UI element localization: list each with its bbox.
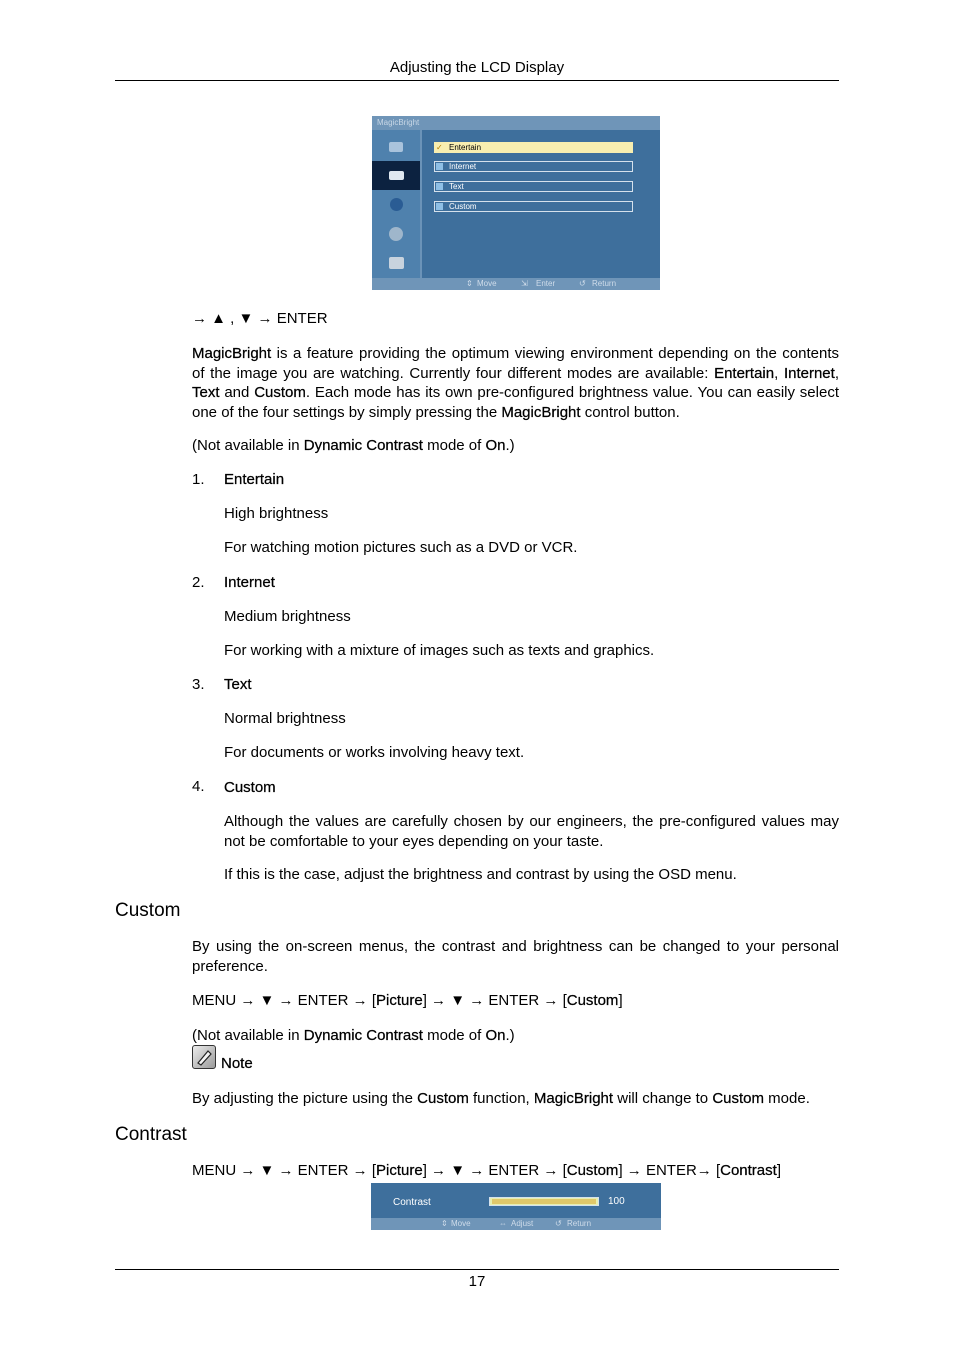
adjust-icon: ⇔ — [499, 1219, 507, 1228]
contrast-level-fill — [492, 1199, 596, 1204]
mode-brightness: Medium brightness — [224, 608, 351, 625]
magicbright-osd — [372, 116, 660, 290]
osd-picture-icon — [372, 161, 420, 190]
footer-return: Return — [567, 1219, 592, 1228]
mode-brightness: High brightness — [224, 505, 329, 522]
mode-name: Internet — [224, 574, 275, 591]
osd-setup-icon — [372, 219, 420, 248]
mode-usage: For working with a mixture of images such as texts and graphics. — [224, 642, 655, 659]
page-number: 17 — [468, 1273, 486, 1290]
osd-title: MagicBright — [372, 116, 660, 130]
osd-info-icon — [372, 248, 420, 277]
contrast-osd — [371, 1183, 661, 1230]
osd-item-entertain: ✓ Entertain — [434, 142, 633, 153]
note-icon — [192, 1045, 216, 1069]
page-header: Adjusting the LCD Display — [389, 59, 565, 76]
bullet-icon — [436, 203, 443, 210]
enter-icon: ⇲ — [521, 279, 528, 288]
mode-usage: If this is the case, adjust the brightness and contrast by using the OSD menu. — [224, 866, 737, 883]
custom-description: By using the on-screen menus, the contrast and brightness can be changed to your personal preference. — [192, 938, 839, 975]
osd-item-text: Text — [434, 181, 633, 192]
osd-footer — [372, 278, 660, 290]
footer-adjust: Adjust — [511, 1219, 534, 1228]
check-icon: ✓ — [436, 143, 443, 152]
section-heading-custom: Custom — [115, 900, 181, 921]
footer-move: Move — [451, 1219, 471, 1228]
move-icon: ⇕ — [441, 1219, 448, 1228]
list-number: 3. — [192, 676, 205, 693]
list-number: 1. — [192, 471, 205, 488]
osd-footer-move: Move — [477, 279, 497, 288]
nav-instruction: → ▲ , ▼ → ENTER — [192, 310, 328, 327]
osd-item-internet: Internet — [434, 161, 633, 172]
bullet-icon — [436, 163, 443, 170]
mode-brightness: Normal brightness — [224, 710, 346, 727]
header-rule — [115, 80, 839, 81]
section-heading-contrast: Contrast — [115, 1124, 187, 1145]
contrast-value: 100 — [608, 1196, 625, 1207]
mode-usage: For documents or works involving heavy text. — [224, 744, 525, 761]
mode-name: Text — [224, 676, 252, 693]
contrast-nav-path: MENU → ▼ → ENTER → [Picture] → ▼ → ENTER → [Custom] → ENTER→ [Contrast] — [192, 1162, 781, 1179]
bullet-icon — [436, 183, 443, 190]
note-text: By adjusting the picture using the Custom function, MagicBright will change to Custom mode. — [192, 1090, 810, 1107]
mode-usage: For watching motion pictures such as a DVD or VCR. — [224, 539, 578, 556]
footer-rule — [115, 1269, 839, 1270]
mode-name: Custom — [224, 779, 276, 796]
osd-footer-return: Return — [592, 279, 617, 288]
osd-sidebar — [372, 130, 420, 278]
osd-divider — [420, 130, 422, 278]
osd-input-icon — [372, 132, 420, 161]
osd-color-icon — [372, 190, 420, 219]
custom-nav-path: MENU → ▼ → ENTER → [Picture] → ▼ → ENTER → [Custom] — [192, 992, 623, 1009]
mode-name: Entertain — [224, 471, 285, 488]
list-number: 4. — [192, 778, 205, 795]
contrast-osd-footer — [371, 1218, 661, 1230]
availability-note: (Not available in Dynamic Contrast mode of On.) — [192, 437, 515, 454]
intro-paragraph: MagicBright is a feature providing the optimum viewing environment depending on the contents of the image you are watching. Currently four different modes are available: Entertain, Internet, Text and Custom. Each mode has its own pre-configured brightness value. You can easily select one of the four settings by simply pressing the MagicBright control button. — [192, 345, 839, 421]
contrast-osd-label: Contrast — [393, 1197, 431, 1208]
availability-note: (Not available in Dynamic Contrast mode of On.) — [192, 1027, 515, 1044]
move-icon: ⇕ — [466, 279, 473, 288]
osd-footer-enter: Enter — [536, 279, 556, 288]
osd-item-custom: Custom — [434, 201, 633, 212]
note-label: Note — [221, 1055, 253, 1072]
return-icon: ↺ — [555, 1219, 562, 1228]
return-icon: ↺ — [579, 279, 586, 288]
mode-description: Although the values are carefully chosen by our engineers, the pre-configured values may not be comfortable to your eyes depending on your taste. — [224, 813, 839, 850]
contrast-level-bar — [489, 1197, 599, 1206]
list-number: 2. — [192, 574, 205, 591]
